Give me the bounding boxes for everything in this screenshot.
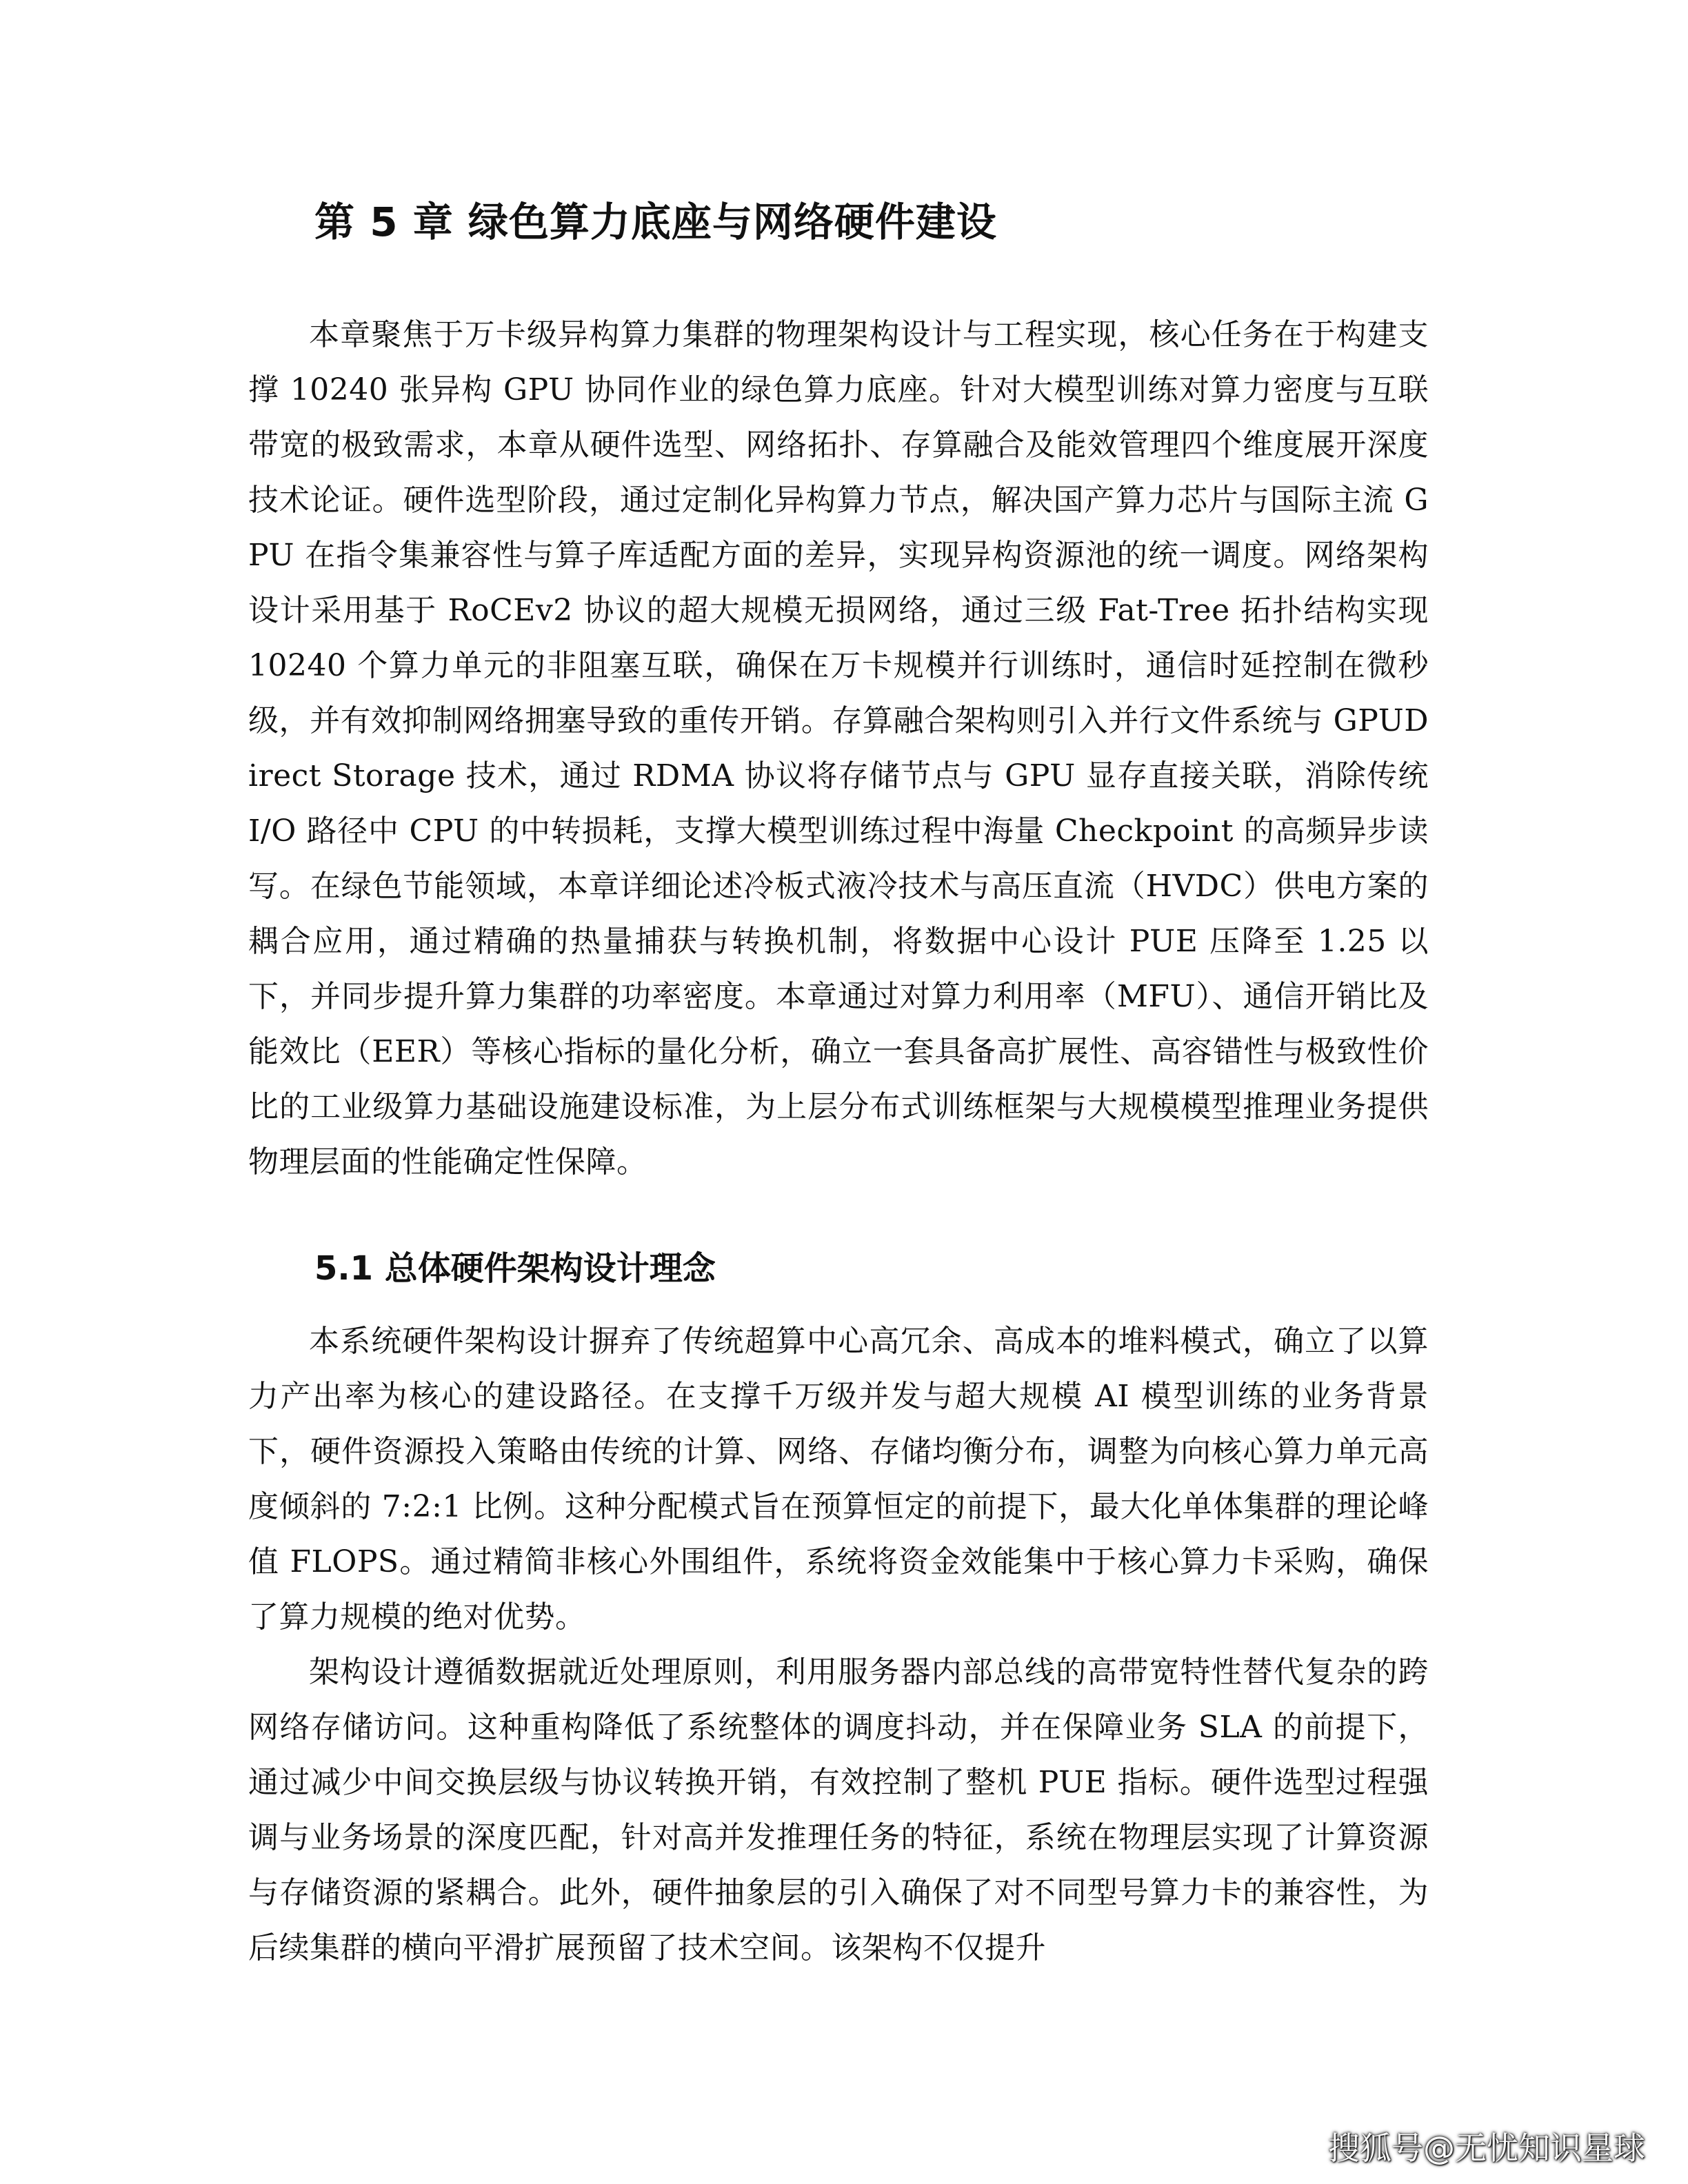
- section-paragraph-1: 本系统硬件架构设计摒弃了传统超算中心高冗余、高成本的堆料模式，确立了以算力产出率为核心的建设路径。在支撑千万级并发与超大规模 AI 模型训练的业务背景下，硬件资源投入策略由传统的计算、网络、存储均衡分布，调整为向核心算力单元高度倾斜的 7:2:1 比例。这种分配模式旨在预算恒定的前提下，最大化单体集群的理论峰值 FLOPS。通过精简非核心外围组件，系统将资金效能集中于核心算力卡采购，确保了算力规模的绝对优势。: [248, 1324, 1429, 1635]
- watermark: 搜狐号@无忧知识星球: [1328, 2130, 1645, 2167]
- chapter-title: 第 5 章 绿色算力底座与网络硬件建设: [314, 199, 997, 245]
- section-body: [248, 1314, 1429, 1976]
- section-title: 5.1 总体硬件架构设计理念: [314, 1249, 716, 1288]
- section-paragraph-2: 架构设计遵循数据就近处理原则，利用服务器内部总线的高带宽特性替代复杂的跨网络存储访问。这种重构降低了系统整体的调度抖动，并在保障业务 SLA 的前提下，通过减少中间交换层级与协议转换开销，有效控制了整机 PUE 指标。硬件选型过程强调与业务场景的深度匹配，针对高并发推理任务的特征，系统在物理层实现了计算资源与存储资源的紧耦合。此外，硬件抽象层的引入确保了对不同型号算力卡的兼容性，为后续集群的横向平滑扩展预留了技术空间。该架构不仅提升: [248, 1655, 1429, 1965]
- intro-paragraph: 本章聚焦于万卡级异构算力集群的物理架构设计与工程实现，核心任务在于构建支撑 10240 张异构 GPU 协同作业的绿色算力底座。针对大模型训练对算力密度与互联带宽的极致需求，本章从硬件选型、网络拓扑、存算融合及能效管理四个维度展开深度技术论证。硬件选型阶段，通过定制化异构算力节点，解决国产算力芯片与国际主流 GPU 在指令集兼容性与算子库适配方面的差异，实现异构资源池的统一调度。网络架构设计采用基于 RoCEv2 协议的超大规模无损网络，通过三级 Fat-Tree 拓扑结构实现 10240 个算力单元的非阻塞互联，确保在万卡规模并行训练时，通信时延控制在微秒级，并有效抑制网络拥塞导致的重传开销。存算融合架构则引入并行文件系统与 GPUDirect Storage 技术，通过 RDMA 协议将存储节点与 GPU 显存直接关联，消除传统 I/O 路径中 CPU 的中转损耗，支撑大模型训练过程中海量 Checkpoint 的高频异步读写。在绿色节能领域，本章详细论述冷板式液冷技术与高压直流（HVDC）供电方案的耦合应用，通过精确的热量捕获与转换机制，将数据中心设计 PUE 压降至 1.25 以下，并同步提升算力集群的功率密度。本章通过对算力利用率（MFU）、通信开销比及能效比（EER）等核心指标的量化分析，确立一套具备高扩展性、高容错性与极致性价比的工业级算力基础设施建设标准，为上层分布式训练框架与大规模模型推理业务提供物理层面的性能确定性保障。: [248, 317, 1429, 1180]
- chapter-intro: [248, 307, 1429, 1190]
